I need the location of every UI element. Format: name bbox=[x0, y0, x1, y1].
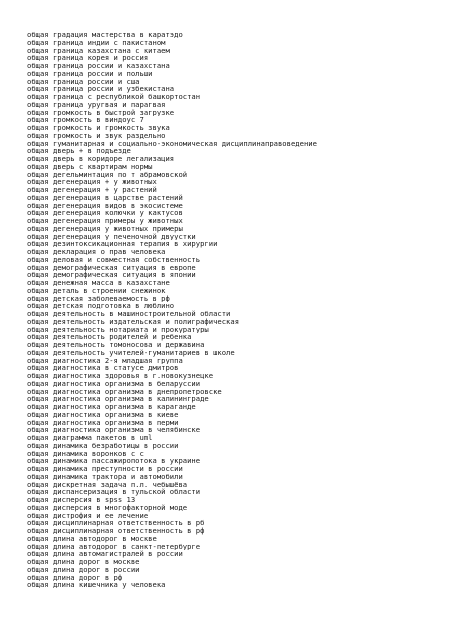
text-line: общая динамика воронков с с bbox=[27, 449, 144, 458]
text-line: общая громкость в быстрой загрузке bbox=[27, 108, 175, 117]
text-line: общая деятельность в машиностроительной области bbox=[27, 310, 231, 318]
text-line: общая диагностика 2-я младшая группа bbox=[27, 356, 183, 365]
text-line: общая диаграмма пакетов в uml bbox=[27, 434, 153, 442]
text-line: общая граница россии и казахстана bbox=[27, 62, 170, 70]
text-line: общая динамика безработицы в россии bbox=[27, 441, 179, 450]
text-line: общая динамика преступности в россии bbox=[27, 465, 183, 473]
text-line: общая детская подготовка в люблино bbox=[27, 302, 175, 310]
text-line: общая диагностика в статусе дмитров bbox=[27, 364, 179, 372]
text-line: общая диагностика здоровья в г.новокузнецке bbox=[27, 372, 214, 380]
text-line: общая длина автодорог в москве bbox=[27, 534, 157, 543]
text-line: общая диагностика организма в перми bbox=[27, 418, 179, 427]
text-line: общая громкость и громкость звука bbox=[27, 124, 170, 132]
text-line: общая дегельминтация по т абрамовской bbox=[27, 170, 188, 179]
text-line: общая дегенерация у печеночной двуустки bbox=[27, 232, 196, 241]
text-line: общая граница россии и узбекистана bbox=[27, 85, 175, 93]
text-line: общая диагностика организма в беларуссии bbox=[27, 379, 201, 388]
text-line: общая диспансеризация в тульской области bbox=[27, 488, 201, 496]
text-line: общая диагностика организма в киеве bbox=[27, 410, 179, 419]
text-line: общая дегенерация видов в экосистеме bbox=[27, 201, 183, 210]
text-line: общая граница казахстана с китаем bbox=[27, 46, 170, 55]
text-line: общая демографическая ситуация в японии bbox=[27, 271, 196, 279]
text-line: общая длина кишечника у человека bbox=[27, 581, 166, 589]
text-line: общая детская заболеваемость в рф bbox=[27, 294, 170, 303]
text-line: общая длина дорог в рф bbox=[27, 573, 123, 582]
text-line: общая граница россии и сша bbox=[27, 77, 140, 86]
text-line: общая деятельность учителей-гуманитариев в школе bbox=[27, 348, 235, 357]
text-line: общая гуманитарная и социально-экономическая дисциплинаправоведение bbox=[27, 139, 317, 148]
text-line: общая дверь с квартирам нормы bbox=[27, 162, 153, 171]
text-line: общая демографическая ситуация в европе bbox=[27, 263, 196, 272]
text-line: общая длина автодорог в санкт-петербурге bbox=[27, 542, 201, 551]
text-line: общая дисциплинарная ответственность в рб bbox=[27, 519, 205, 527]
text-line: общая динамика трактора и автомобили bbox=[27, 472, 183, 481]
text-line: общая деятельность издательская и полиграфическая bbox=[27, 317, 240, 326]
text-line: общая декларация о прав человека bbox=[27, 248, 166, 256]
text-line: общая дискретная задача п.л. чебышёва bbox=[27, 480, 188, 489]
text-line: общая длина дорог в москве bbox=[27, 558, 140, 566]
text-line: общая дегенерация примеры у животных bbox=[27, 217, 183, 225]
text-line: общая дверь в коридоре легализация bbox=[27, 155, 175, 163]
text-line: общая диагностика организма в караганде bbox=[27, 403, 196, 411]
text-line: общая деятельность томоносова и державина bbox=[27, 341, 205, 349]
text-line: общая громкость в виндоус 7 bbox=[27, 116, 144, 124]
text-line-list bbox=[27, 31, 447, 589]
text-line: общая диагностика организма в челябинске bbox=[27, 426, 201, 434]
text-line: общая граница уругвая и парагвая bbox=[27, 100, 166, 109]
text-line: общая дисциплинарная ответственность в рф bbox=[27, 527, 205, 535]
text-line: общая денежная масса в казахстане bbox=[27, 279, 170, 287]
text-line: общая дисперсия в многофакторной моде bbox=[27, 503, 188, 512]
text-line: общая дисперсия в spss 13 bbox=[27, 496, 136, 504]
text-line: общая градация мастерства в каратэдо bbox=[27, 31, 183, 39]
text-line: общая деловая и совместная собственность bbox=[27, 255, 201, 264]
text-line: общая граница индии с пакистаном bbox=[27, 38, 166, 47]
text-line: общая дверь + в подъезде bbox=[27, 147, 131, 155]
text-line: общая длина дорог в россии bbox=[27, 565, 140, 574]
text-line: общая граница корея и россия bbox=[27, 54, 149, 62]
text-line: общая дегенерация у животных примеры bbox=[27, 224, 183, 233]
text-line: общая дегенерация + у животных bbox=[27, 178, 157, 186]
text-line: общая диагностика организма в калининграде bbox=[27, 395, 209, 403]
text-line: общая дегенерация колючки у кактусов bbox=[27, 209, 183, 217]
text-line: общая дегенерация + у растений bbox=[27, 186, 157, 194]
text-line: общая граница россии и польши bbox=[27, 69, 153, 78]
text-line: общая деятельность нотариата и прокуратуры bbox=[27, 325, 209, 334]
text-line: общая деятельность родителей и ребенка bbox=[27, 333, 192, 341]
text-line: общая дистрофия и ее лечение bbox=[27, 511, 149, 520]
text-line: общая диагностика организма в днепропетровске bbox=[27, 387, 222, 396]
text-line: общая громкость и звук раздельно bbox=[27, 131, 166, 140]
text-line: общая длина автомагистралей в россии bbox=[27, 550, 183, 558]
text-line: общая граница с республикой башкортостан bbox=[27, 93, 201, 101]
text-line: общая деталь в строении снежинок bbox=[27, 286, 166, 295]
text-line: общая дезинтоксикационная терапия в хирургии bbox=[27, 240, 218, 248]
text-line: общая дегенерация в царстве растений bbox=[27, 193, 183, 202]
text-line: общая динамика пассажиропотока в украине bbox=[27, 457, 201, 465]
